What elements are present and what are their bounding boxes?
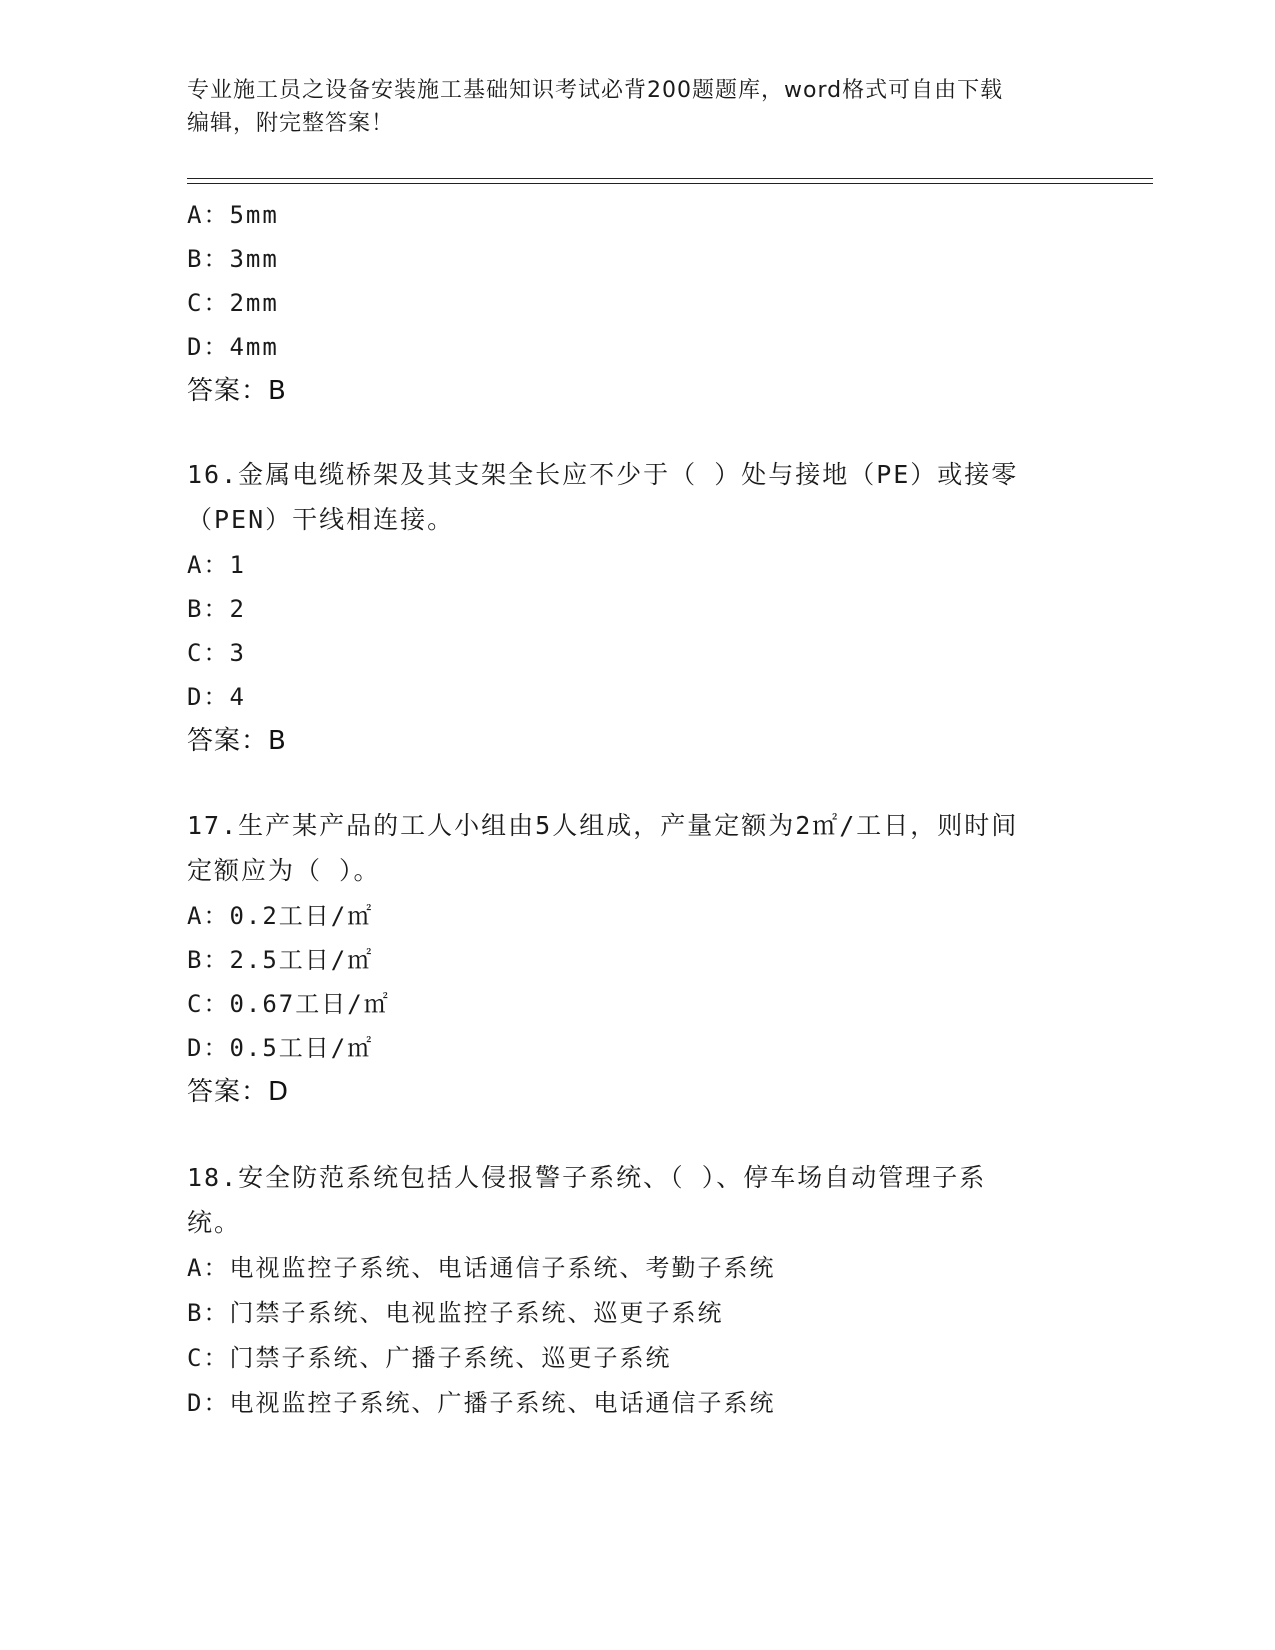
header-divider-top bbox=[187, 178, 1153, 179]
header-line-2: 编辑，附完整答案！ bbox=[187, 111, 395, 136]
header-divider-bottom bbox=[187, 183, 1153, 184]
q16-answer: 答案：B bbox=[187, 726, 287, 756]
q18-option-d: D：电视监控子系统、广播子系统、电话通信子系统 bbox=[187, 1389, 776, 1417]
q17-option-d: D：0.5工日/㎡ bbox=[187, 1034, 374, 1062]
q15-option-c: C：2mm bbox=[187, 289, 279, 317]
q16-option-a: A：1 bbox=[187, 551, 246, 579]
q18-option-a: A：电视监控子系统、电话通信子系统、考勤子系统 bbox=[187, 1254, 776, 1282]
q17-stem-line-1: 17.生产某产品的工人小组由5人组成，产量定额为2㎡/工日，则时间 bbox=[187, 811, 1019, 840]
q15-option-b: B：3mm bbox=[187, 245, 279, 273]
q17-option-c: C：0.67工日/㎡ bbox=[187, 990, 390, 1018]
q18-option-b: B：门禁子系统、电视监控子系统、巡更子系统 bbox=[187, 1299, 724, 1327]
q16-option-d: D：4 bbox=[187, 683, 246, 711]
q16-stem-line-1: 16.金属电缆桥架及其支架全长应不少于（ ）处与接地（PE）或接零 bbox=[187, 460, 1019, 489]
q16-option-c: C：3 bbox=[187, 639, 246, 667]
q18-option-c: C：门禁子系统、广播子系统、巡更子系统 bbox=[187, 1344, 672, 1372]
q16-option-b: B：2 bbox=[187, 595, 246, 623]
q17-stem-line-2: 定额应为（ ）。 bbox=[187, 856, 381, 885]
q17-option-a: A：0.2工日/㎡ bbox=[187, 902, 374, 930]
q17-answer: 答案：D bbox=[187, 1077, 290, 1107]
q15-option-a: A：5mm bbox=[187, 201, 279, 229]
q18-stem-line-1: 18.安全防范系统包括人侵报警子系统、（ ）、停车场自动管理子系 bbox=[187, 1163, 987, 1192]
header-line-1: 专业施工员之设备安装施工基础知识考试必背200题题库，word格式可自由下载 bbox=[187, 78, 1004, 103]
q15-option-d: D：4mm bbox=[187, 333, 279, 361]
q17-option-b: B：2.5工日/㎡ bbox=[187, 946, 374, 974]
document-header bbox=[187, 74, 1067, 140]
q16-stem-line-2: （PEN）干线相连接。 bbox=[187, 505, 455, 534]
q18-stem-line-2: 统。 bbox=[187, 1208, 242, 1237]
q15-answer: 答案：B bbox=[187, 376, 287, 406]
